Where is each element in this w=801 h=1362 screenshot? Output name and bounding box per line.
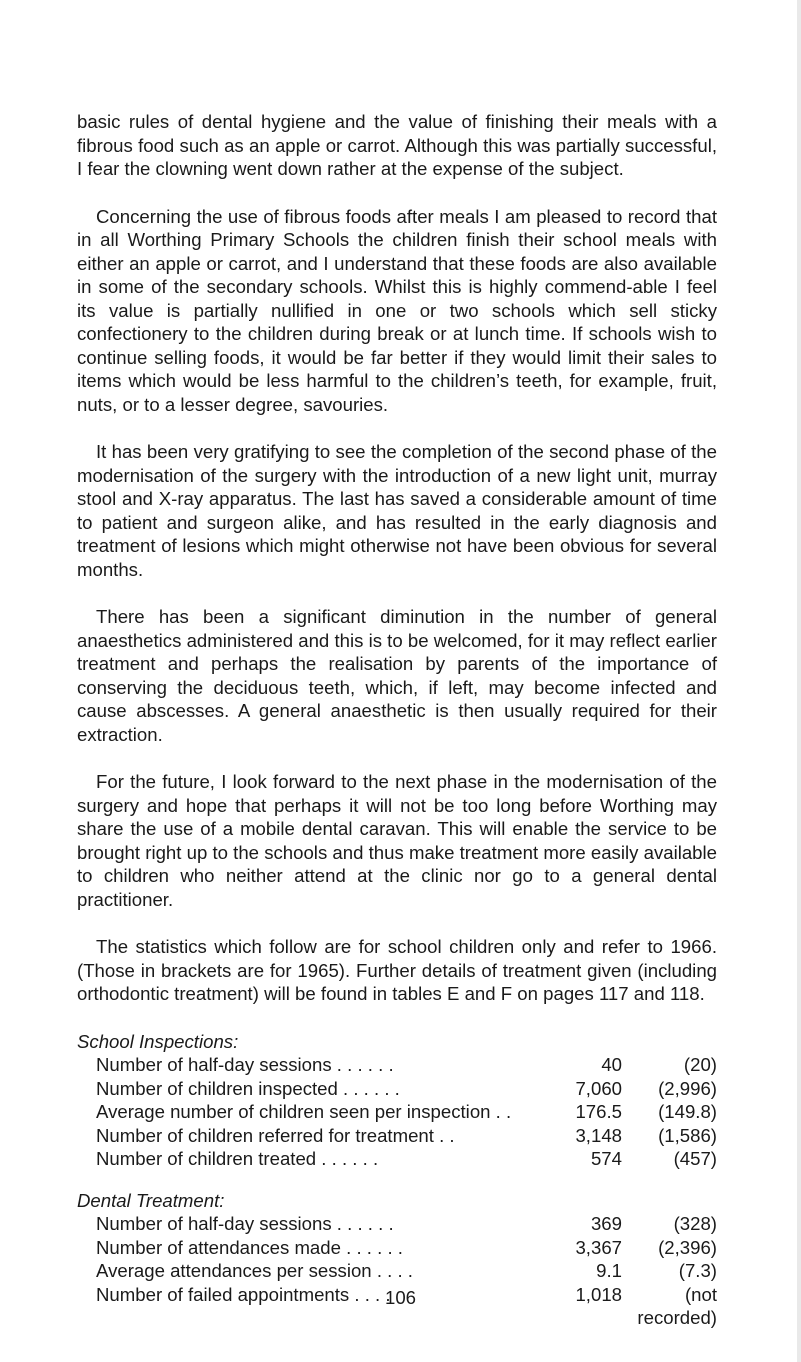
table-row xyxy=(96,1124,717,1148)
row-value-1966: 369 xyxy=(590,1213,622,1234)
dental-treatment-table xyxy=(96,1212,717,1330)
row-value-1966: 9.1 xyxy=(596,1260,622,1281)
row-label: Number of half-day sessions . . . . . . xyxy=(96,1213,394,1234)
row-value-1965: (2,996) xyxy=(658,1077,717,1099)
row-label: Average attendances per session . . . . xyxy=(96,1260,413,1281)
row-value-1965: (149.8) xyxy=(658,1101,717,1122)
row-value-1965: (7.3) xyxy=(678,1260,717,1281)
row-value-continuation: recorded) xyxy=(637,1307,717,1328)
school-inspections-table xyxy=(96,1053,717,1171)
row-value-1966: 176.5 xyxy=(575,1101,622,1122)
school-inspections-title: School Inspections: xyxy=(77,1030,239,1052)
row-label: Average number of children seen per inspection . . xyxy=(96,1101,512,1122)
row-label: Number of half-day sessions . . . . . . xyxy=(96,1054,394,1075)
paragraph-6: The statistics which follow are for school children only and refer to 1966. (Those in brackets are for 1965). Further details of treatment given (including orthodontic treatment) will be found in tables E and F on pages 117 and 118. xyxy=(77,936,717,1004)
table-row xyxy=(96,1236,717,1260)
page-edge-shadow xyxy=(797,0,801,1362)
row-label: Number of children inspected . . . . . . xyxy=(96,1077,400,1099)
row-value-1965: (328) xyxy=(673,1213,717,1234)
table-row xyxy=(96,1147,717,1171)
row-value-1966: 40 xyxy=(601,1054,622,1075)
paragraph-3: It has been very gratifying to see the completion of the second phase of the modernisation of the surgery with the introduction of a new light unit, murray stool and X-ray apparatus. The last has saved a considerable amount of time to patient and surgeon alike, and has resulted in the early diagnosis and treatment of lesions which might otherwise not have been obvious for several months. xyxy=(77,441,717,580)
row-value-1966: 1,018 xyxy=(575,1283,622,1305)
row-value-1966: 7,060 xyxy=(575,1077,622,1099)
document-page xyxy=(77,110,717,1348)
table-row xyxy=(96,1053,717,1077)
row-value-1965: (2,396) xyxy=(658,1236,717,1258)
table-row xyxy=(96,1100,717,1124)
paragraph-4: There has been a significant diminution in the number of general anaesthetics administered and this is to be welcomed, for it may reflect earlier treatment and perhaps the realisation by parents of the importance of conserving the deciduous teeth, which, if left, may become infected and cause abscesses. A general anaesthetic is then usually required for their extraction. xyxy=(77,606,717,745)
row-value-1965: (20) xyxy=(683,1054,717,1075)
row-value-1965: (not xyxy=(684,1283,717,1305)
paragraph-5: For the future, I look forward to the next phase in the modernisation of the surgery and hope that perhaps it will not be too long before Worthing may share the use of a mobile dental caravan. This will enable the service to be brought right up to the schools and thus make treatment more easily available to children who neither attend at the clinic nor go to a general dental practitioner. xyxy=(77,771,717,910)
row-value-1966: 3,148 xyxy=(575,1124,622,1146)
row-label: Number of attendances made . . . . . . xyxy=(96,1236,403,1258)
page-number: 106 xyxy=(384,1287,417,1308)
table-row xyxy=(96,1259,717,1283)
paragraph-2: Concerning the use of fibrous foods after meals I am pleased to record that in all Worthing Primary Schools the children finish their school meals with either an apple or carrot, and I understand that these foods are also available in some of the secondary schools. Whilst this is highly commend-able I feel its value is partially nullified in one or two schools which sell sticky confectionery to the children during break or at lunch time. If schools wish to continue selling foods, it would be far better if they would limit their sales to items which would be less harmful to the children’s teeth, for example, fruit, nuts, or to a lesser degree, savouries. xyxy=(77,205,717,415)
row-value-1965: (457) xyxy=(673,1148,717,1169)
table-row xyxy=(96,1077,717,1101)
school-inspections-section xyxy=(77,1030,717,1171)
row-label: Number of children treated . . . . . . xyxy=(96,1148,379,1169)
table-row xyxy=(96,1212,717,1236)
table-row xyxy=(96,1306,717,1330)
row-value-1966: 3,367 xyxy=(575,1236,622,1258)
row-value-1965: (1,586) xyxy=(658,1124,717,1146)
row-label: Number of children referred for treatment . . xyxy=(96,1124,455,1146)
paragraph-1: basic rules of dental hygiene and the value of finishing their meals with a fibrous food such as an apple or carrot. Although this was partially successful, I fear the clowning went down rather at the expense of the subject. xyxy=(77,111,717,179)
row-value-1966: 574 xyxy=(590,1148,622,1169)
dental-treatment-title: Dental Treatment: xyxy=(77,1189,225,1211)
row-label: Number of failed appointments . . . . xyxy=(96,1283,391,1305)
